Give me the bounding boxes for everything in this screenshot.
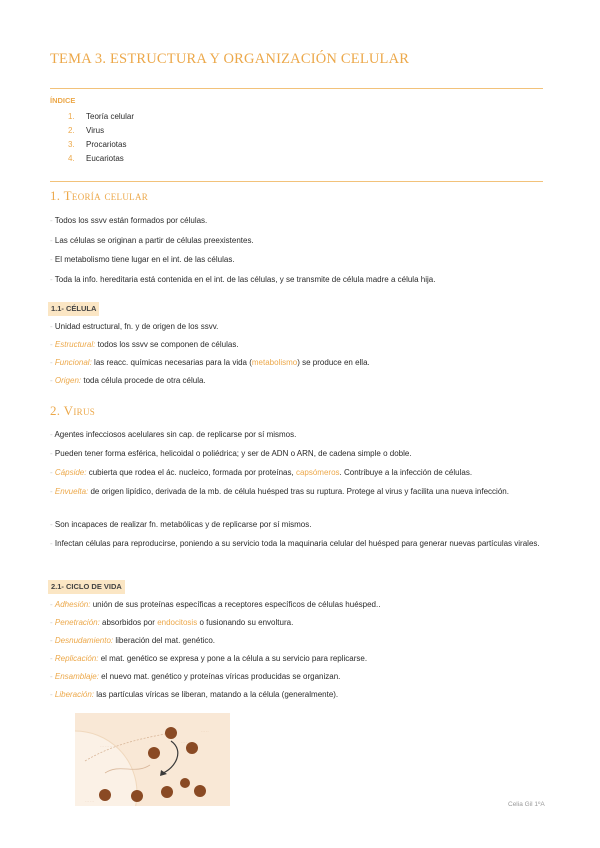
bullet: - Origen: toda célula procede de otra célula. (50, 376, 206, 385)
bullet: - Todos los ssvv están formados por células. (50, 216, 208, 225)
title-divider (50, 88, 543, 89)
subheading-ciclo-de-vida: 2.1- CICLO DE VIDA (48, 580, 125, 594)
bullet: - Adhesión: unión de sus proteínas específicas a receptores específicos de células huésped.. (50, 600, 381, 609)
bullet: - Estructural: todos los ssvv se componen de células. (50, 340, 239, 349)
bullet: - Agentes infecciosos acelulares sin cap. de replicarse por sí mismos. (50, 430, 297, 439)
index-list (68, 110, 134, 166)
bullet: - Desnudamiento: liberación del mat. genético. (50, 636, 215, 645)
bullet: - Ensamblaje: el nuevo mat. genético y proteínas víricas producidas se organizan. (50, 672, 341, 681)
bullet: - Cápside: cubierta que rodea el ác. nucleico, formada por proteínas, capsómeros. Contribuye a la infección de células. (50, 468, 473, 477)
bullet: - Liberación: las partículas víricas se liberan, matando a la célula (generalmente). (50, 690, 339, 699)
index-heading: ÍNDICE (50, 96, 76, 105)
index-item: 4. Eucariotas (68, 154, 124, 163)
index-item: 2. Virus (68, 126, 105, 135)
document-title: TEMA 3. ESTRUCTURA Y ORGANIZACIÓN CELULAR (50, 51, 410, 67)
svg-text:· · · · ·: · · · · · (201, 730, 209, 733)
bullet: - Penetración: absorbidos por endocitosis o fusionando su envoltura. (50, 618, 294, 627)
index-divider (50, 181, 543, 182)
footer-author: Celia Gil 1ºA (508, 801, 545, 808)
svg-text:· · · · · ·: · · · · · · (181, 741, 191, 744)
bullet: - Replicación: el mat. genético se expresa y pone a la célula a su servicio para replicarse. (50, 654, 368, 663)
bullet: - Infectan células para reproducirse, poniendo a su servicio toda la maquinaria celular del huésped para generar nuevas partículas virales. (50, 539, 540, 548)
index-item: 1. Teoría celular (68, 112, 135, 121)
svg-text:· · · · · ·: · · · · · · (85, 800, 95, 803)
bullet: - Pueden tener forma esférica, helicoidal o poliédrica; y ser de ADN o ARN, de cadena simple o doble. (50, 449, 412, 458)
subheading-celula: 1.1- CÉLULA (48, 302, 99, 316)
bullet: - El metabolismo tiene lugar en el int. de las células. (50, 255, 235, 264)
bullet: - Las células se originan a partir de células preexistentes. (50, 236, 254, 245)
bullet: - Envuelta: de origen lipídico, derivada de la mb. de célula huésped tras su ruptura. Protege al virus y facilita una nueva infección. (50, 487, 509, 496)
section-heading-virus: 2. Virus (50, 403, 96, 418)
svg-text:· · · · · · · ·: · · · · · · · · (100, 745, 113, 748)
virus-life-cycle-figure (75, 713, 230, 806)
bullet: - Son incapaces de realizar fn. metabólicas y de replicarse por sí mismos. (50, 520, 312, 529)
index-item: 3. Procariotas (68, 140, 127, 149)
bullet: - Funcional: las reacc. químicas necesarias para la vida (metabolismo) se produce en ella. (50, 358, 370, 367)
bullet: - Unidad estructural, fn. y de origen de los ssvv. (50, 322, 219, 331)
section-heading-teoria-celular: 1. Teoría celular (50, 188, 149, 203)
virus-cycle-illustration (75, 713, 230, 806)
bullet: - Toda la info. hereditaria está contenida en el int. de las células, y se transmite de célula madre a célula hija. (50, 275, 436, 284)
